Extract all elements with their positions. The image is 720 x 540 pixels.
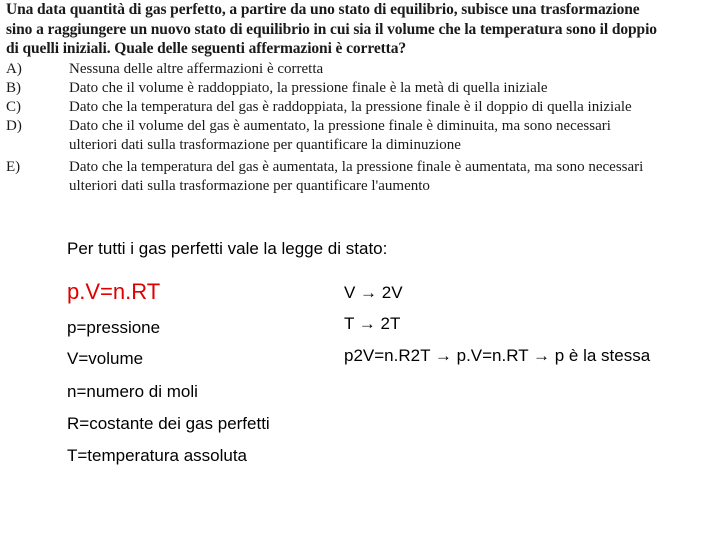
option-e-continued <box>6 177 718 196</box>
option-text: Dato che il volume è raddoppiato, la pressione finale è la metà di quella iniziale <box>69 79 548 96</box>
question-image <box>6 0 718 196</box>
option-text: ulteriori dati sulla trasformazione per quantificare l'aumento <box>69 177 430 194</box>
definition-t: T=temperatura assoluta <box>67 446 248 465</box>
definition-v: V=volume <box>67 349 144 368</box>
option-text: ulteriori dati sulla trasformazione per quantificare la diminuzione <box>69 136 461 153</box>
option-e <box>6 158 718 177</box>
option-text: Dato che il volume del gas è aumentato, la pressione finale è diminuita, ma sono necessari <box>69 117 611 134</box>
step-conclusion: p2V=n.R2T → p.V=n.RT → p è la stessa <box>344 346 651 365</box>
option-text: Nessuna delle altre affermazioni è corretta <box>69 60 324 77</box>
question-line-1: Una data quantità di gas perfetto, a partire da uno stato di equilibrio, subisce una trasformazione <box>6 1 640 18</box>
option-c <box>6 98 718 117</box>
definition-r: R=costante dei gas perfetti <box>67 414 270 433</box>
option-letter: A) <box>6 60 22 77</box>
answer-options <box>6 60 718 196</box>
option-letter: B) <box>6 79 21 96</box>
option-text: Dato che la temperatura del gas è raddoppiata, la pressione finale è il doppio di quella iniziale <box>69 98 632 115</box>
question-line-2: sino a raggiungere un nuovo stato di equilibrio in cui sia il volume che la temperatura sono il doppio <box>6 20 657 38</box>
ideal-gas-formula: p.V=n.RT <box>67 279 161 304</box>
option-a <box>6 60 718 79</box>
option-letter: E) <box>6 158 21 175</box>
option-text: Dato che la temperatura del gas è aumentata, la pressione finale è aumentata, ma sono necessari <box>69 158 644 175</box>
definition-p: p=pressione <box>67 318 161 337</box>
option-letter: D) <box>6 117 22 134</box>
option-b <box>6 79 718 98</box>
option-d <box>6 117 718 136</box>
option-letter: C) <box>6 98 21 115</box>
option-d-continued <box>6 136 718 155</box>
solution-intro: Per tutti i gas perfetti vale la legge di stato: <box>67 239 388 258</box>
step-volume: V → 2V <box>344 283 403 302</box>
step-temperature: T → 2T <box>344 314 401 333</box>
question-line-3: di quelli iniziali. Quale delle seguenti affermazioni è corretta? <box>6 40 407 57</box>
definition-n: n=numero di moli <box>67 382 198 401</box>
